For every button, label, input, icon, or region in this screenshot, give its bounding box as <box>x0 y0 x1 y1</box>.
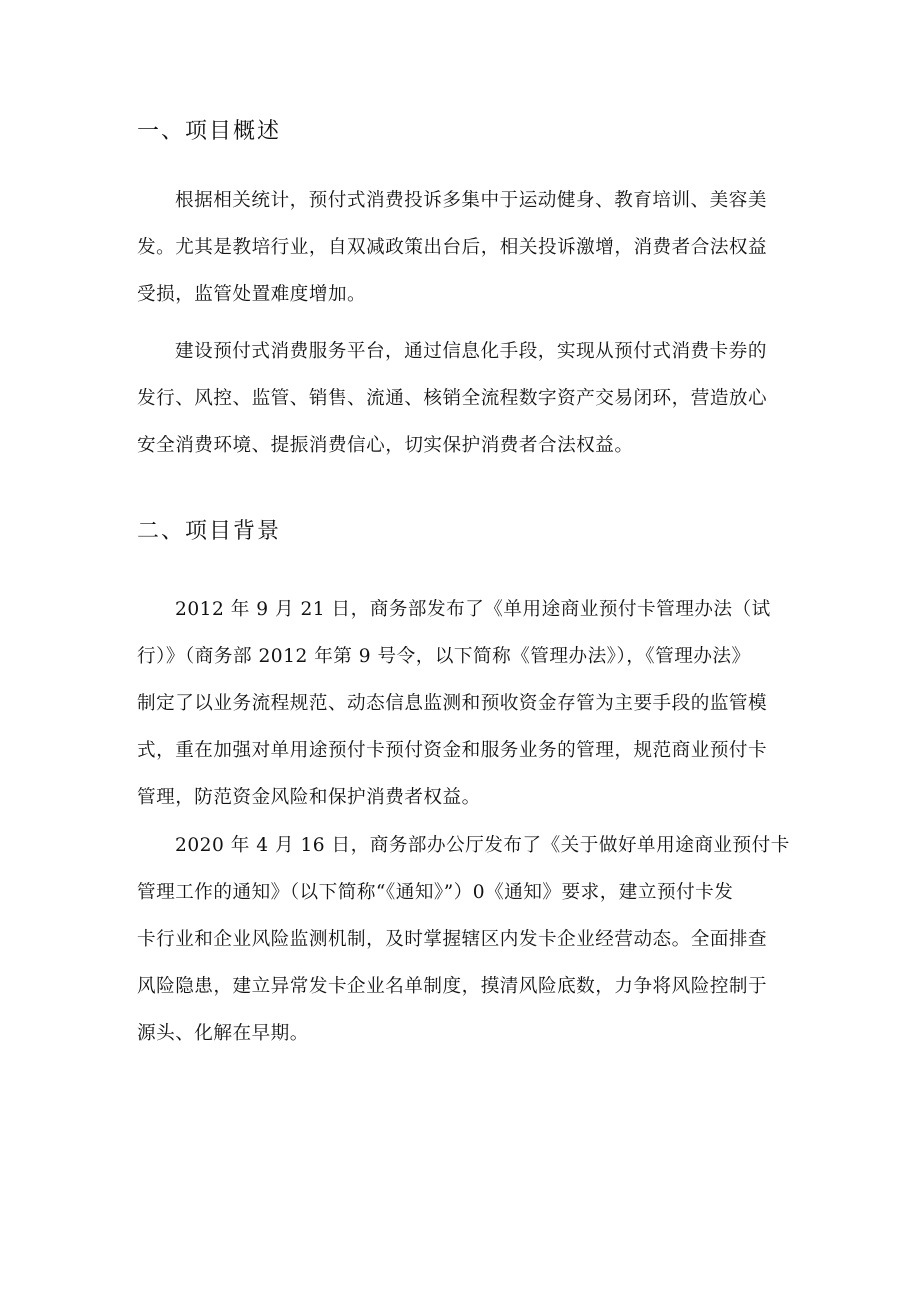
text-line: 根据相关统计，预付式消费投诉多集中于运动健身、教育培训、美容美 <box>175 190 767 211</box>
text-line: 发行、风控、监管、销售、流通、核销全流程数字资产交易闭环，营造放心 <box>137 388 768 409</box>
text-line: 管理，防范资金风险和保护消费者权益。 <box>137 787 481 808</box>
text-line: 风险隐患，建立异常发卡企业名单制度，摸清风险底数，力争将风险控制于 <box>137 976 768 997</box>
text-line: 受损，监管处置难度增加。 <box>137 284 367 305</box>
text-line: 源头、化解在早期。 <box>137 1023 309 1044</box>
text-line: 安全消费环境、提振消费信心，切实保护消费者合法权益。 <box>137 435 634 456</box>
text-line: 发。尤其是教培行业，自双减政策出台后，相关投诉激增，消费者合法权益 <box>137 237 768 258</box>
text-line: 管理工作的通知》（以下简称“《通知》”）0《通知》要求，建立预付卡发 <box>137 882 734 903</box>
section-heading: 二、项目背景 <box>137 519 282 544</box>
text-line: 制定了以业务流程规范、动态信息监测和预收资金存管为主要手段的监管模 <box>137 693 768 714</box>
text-line: 建设预付式消费服务平台，通过信息化手段，实现从预付式消费卡券的 <box>175 341 767 362</box>
section-heading: 一、项目概述 <box>137 119 282 144</box>
paragraph <box>137 586 807 821</box>
paragraph <box>137 822 807 1057</box>
paragraph <box>137 328 807 469</box>
text-line: 式，重在加强对单用途预付卡预付资金和服务业务的管理，规范商业预付卡 <box>137 740 768 761</box>
text-line: 行）》（商务部 2012 年第 9 号令，以下简称《管理办法》），《管理办法》 <box>137 646 751 667</box>
text-line: 2020 年 4 月 16 日，商务部办公厅发布了《关于做好单用途商业预付卡 <box>175 835 790 856</box>
text-line: 卡行业和企业风险监测机制，及时掌握辖区内发卡企业经营动态。全面排查 <box>137 929 768 950</box>
text-line: 2012 年 9 月 21 日，商务部发布了《单用途商业预付卡管理办法（试 <box>175 599 771 620</box>
paragraph <box>137 177 807 318</box>
